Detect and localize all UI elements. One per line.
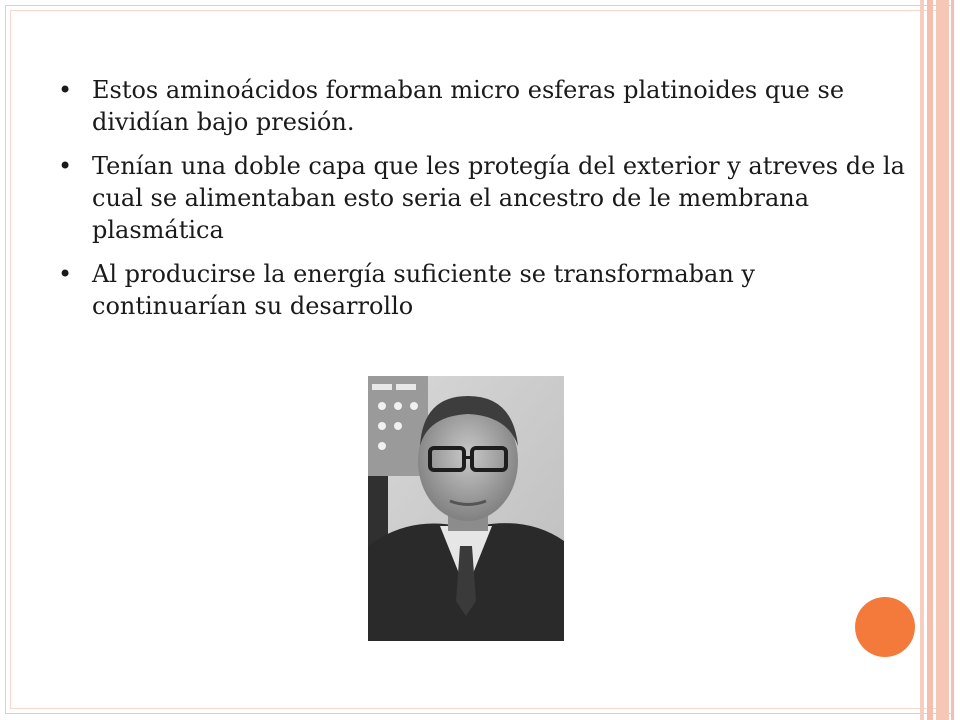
bullet-text: Estos aminoácidos formaban micro esferas platinoides que se dividían bajo presión. <box>92 76 845 136</box>
bullet-text: Al producirse la energía suficiente se transformaban y continuarían su desarrollo <box>92 260 755 320</box>
accent-circle <box>855 597 915 657</box>
portrait-image <box>368 376 564 641</box>
slide-content <box>58 74 908 334</box>
decorative-bar <box>951 0 954 720</box>
decorative-bar <box>927 0 933 720</box>
bullet-item <box>58 150 908 246</box>
bullet-icon: • <box>58 152 73 180</box>
bullet-item <box>58 258 908 322</box>
decorative-bar <box>920 0 924 720</box>
bullet-list <box>58 74 908 322</box>
bullet-item <box>58 74 908 138</box>
portrait-photo <box>368 376 564 641</box>
bullet-icon: • <box>58 260 73 288</box>
decorative-bar <box>936 0 949 720</box>
bullet-icon: • <box>58 76 73 104</box>
bullet-text: Tenían una doble capa que les protegía del exterior y atreves de la cual se alimentaban esto seria el ancestro de le membrana plasmática <box>92 152 905 244</box>
